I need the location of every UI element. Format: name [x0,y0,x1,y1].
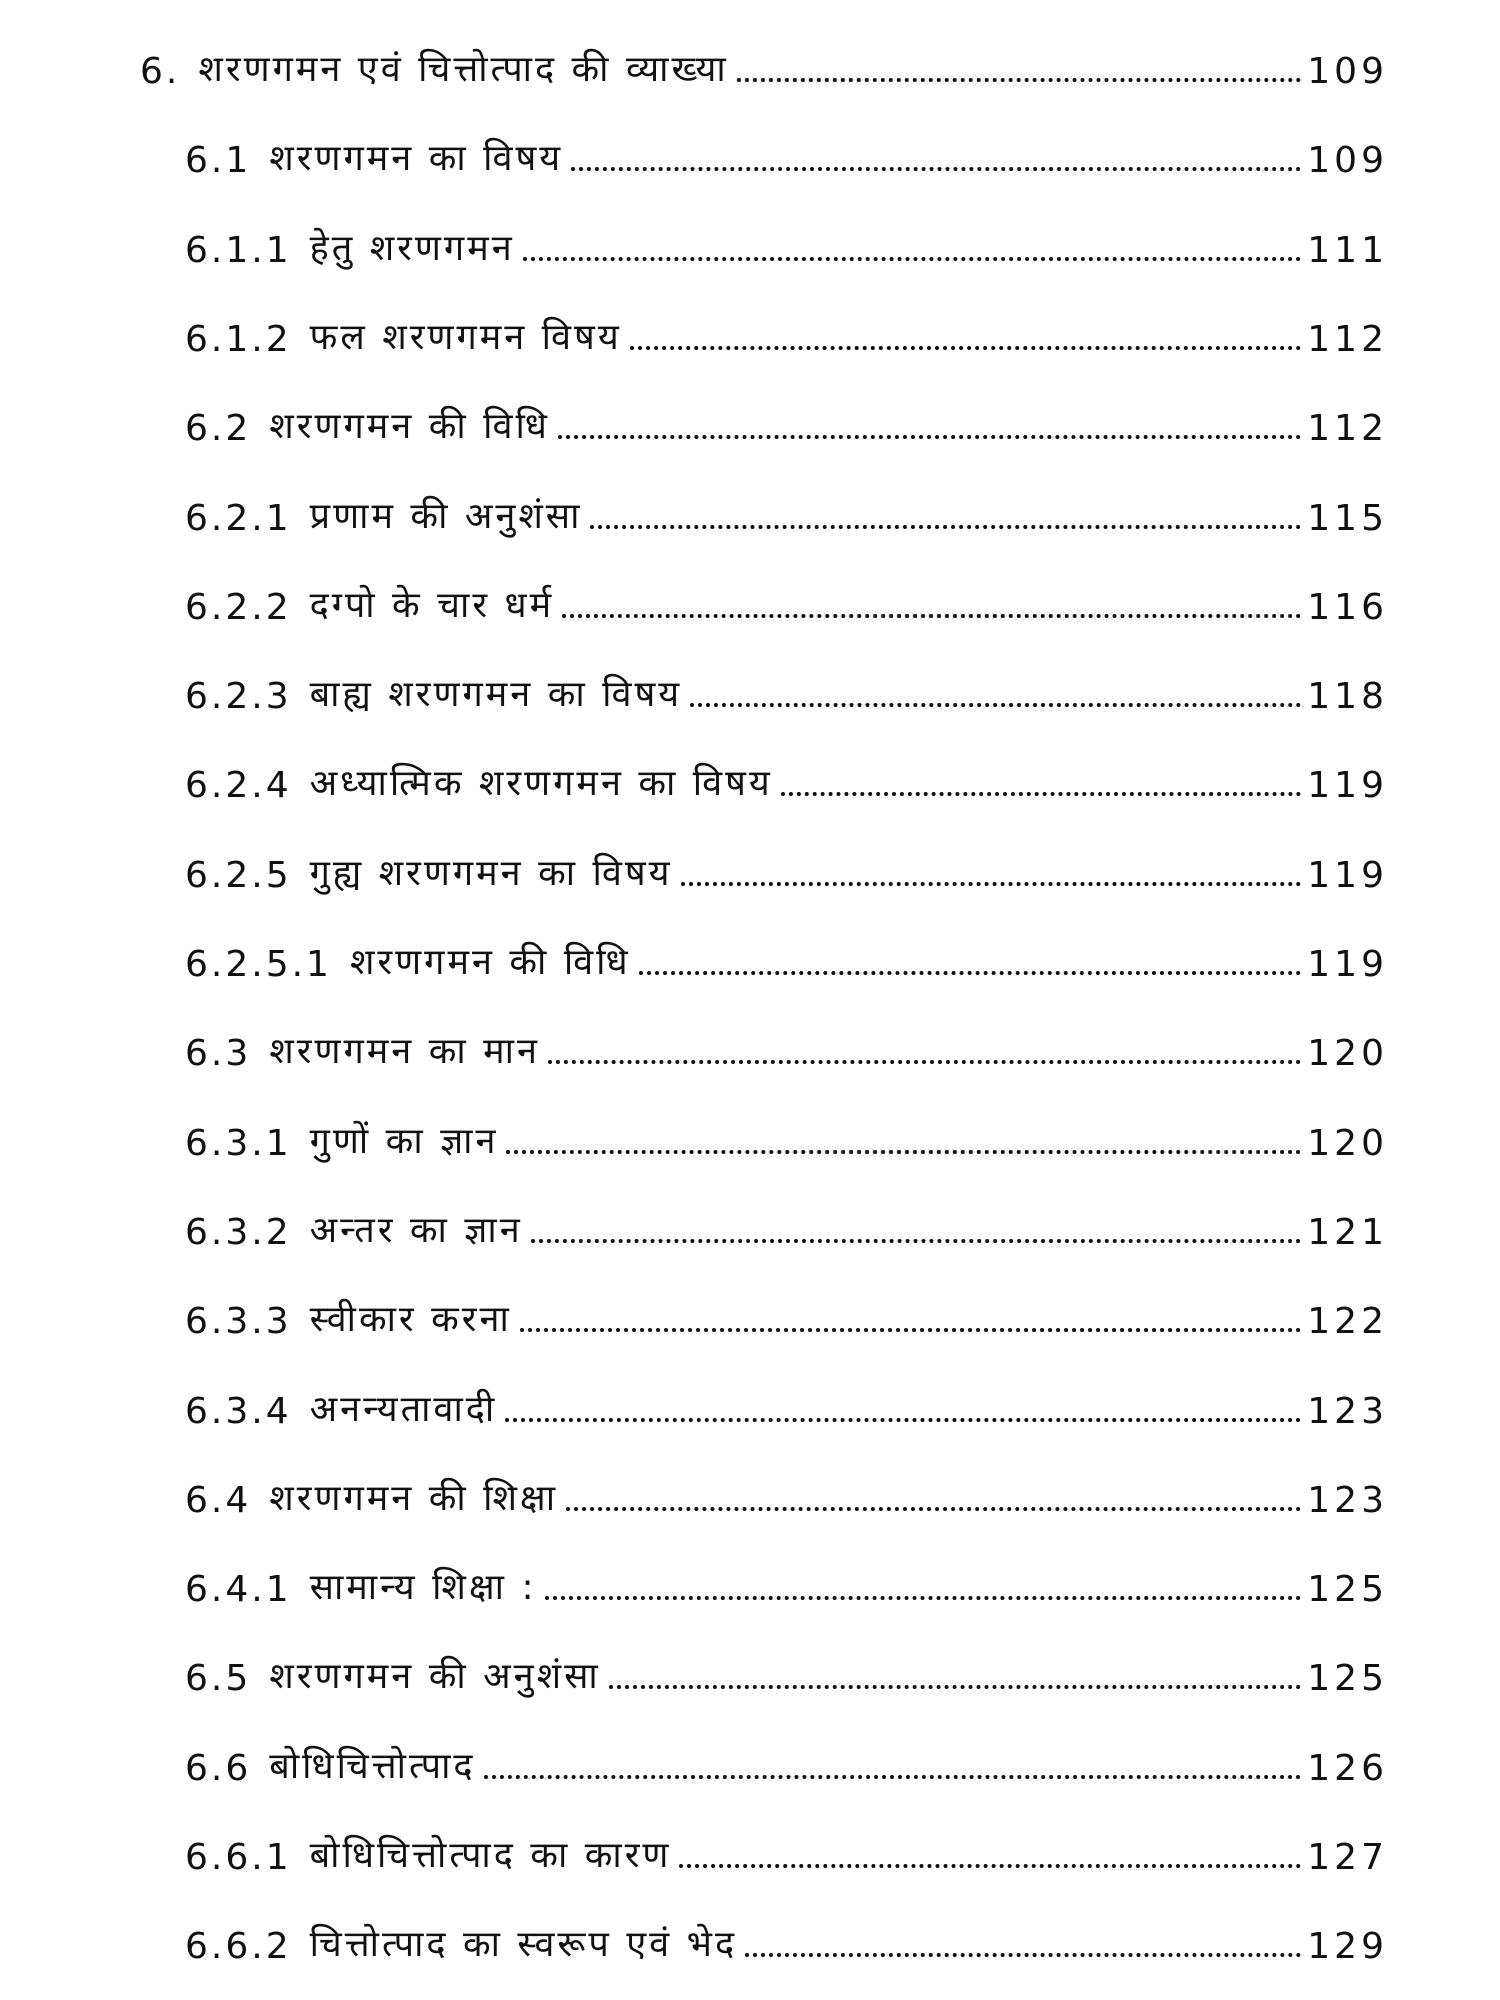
dot-leader [781,792,1301,796]
dot-leader [737,78,1302,82]
toc-entry-number: 6.3 [185,1033,252,1075]
dot-leader [484,1775,1302,1779]
toc-entry-number: 6.2.1 [185,497,292,539]
dot-leader [571,167,1301,171]
toc-entry-page-number: 129 [1307,1926,1388,1968]
toc-entry-title: बोधिचित्तोत्पाद का कारण [309,1835,672,1876]
toc-entry-page-number: 120 [1307,1122,1388,1164]
toc-entry-page-number: 122 [1307,1301,1388,1343]
toc-entry-page-number: 119 [1307,765,1388,807]
toc-entry-page-number: 125 [1307,1569,1388,1611]
toc-entry [185,1461,1388,1521]
toc-entry [185,389,1388,449]
toc-entry [185,925,1388,985]
toc-entry [185,657,1388,717]
toc-entry [185,300,1388,360]
toc-entry [185,211,1388,271]
toc-entry-page-number: 119 [1307,854,1388,896]
toc-entry-title: अन्तर का ज्ञान [309,1209,523,1251]
dot-leader [505,1418,1301,1422]
toc-entry [185,1818,1388,1878]
toc-entry-number: 6.3.4 [185,1390,292,1432]
dot-leader [690,703,1301,707]
toc-entry-page-number: 119 [1307,944,1388,985]
dot-leader [545,1596,1302,1600]
toc-entry-title: शरणगमन का मान [269,1031,540,1073]
toc-entry-number: 6.1 [185,140,252,182]
toc-entry-title: स्वीकार करना [309,1299,512,1341]
dot-leader [681,882,1302,886]
toc-entry-page-number: 118 [1307,676,1388,718]
dot-leader [562,614,1301,618]
toc-entry-number: 6.1.1 [185,229,292,271]
dot-leader [630,346,1302,350]
toc-entry-number: 6.2.5 [185,854,292,896]
dot-leader [523,257,1302,261]
toc-entry [140,32,1388,92]
toc-entry-page-number: 112 [1307,318,1388,360]
toc-entry-title: बोधिचित्तोत्पाद [269,1745,476,1787]
toc-entry-page-number: 116 [1307,586,1388,628]
dot-leader [590,525,1301,529]
toc-entry-number: 6.2.3 [185,676,292,718]
toc-entry-title: शरणगमन की शिक्षा [269,1477,559,1519]
toc-entry [185,1907,1388,1967]
toc-entry-title: शरणगमन का विषय [269,138,564,180]
toc-entry [185,1014,1388,1074]
toc-entry [185,1282,1388,1342]
toc-entry [185,1729,1388,1789]
toc-entry [185,121,1388,181]
toc-entry [185,1639,1388,1699]
toc-entry [185,1104,1388,1164]
dot-leader [520,1328,1302,1332]
toc-entry-title: सामान्य शिक्षा : [309,1567,537,1609]
toc-entry-page-number: 111 [1307,229,1388,271]
toc-entry-page-number: 120 [1307,1033,1388,1075]
toc-entry-title: शरणगमन एवं चित्तोत्पाद की व्याख्या [198,49,729,90]
toc-entry-title: अनन्यतावादी [309,1388,498,1430]
toc-entry-page-number: 112 [1307,408,1388,450]
toc-entry-page-number: 123 [1307,1479,1388,1521]
toc-entry-title: चित्तोत्पाद का स्वरूप एवं भेद [309,1924,738,1966]
toc-entry-page-number: 109 [1307,51,1388,92]
toc-entry-title: शरणगमन की अनुशंसा [269,1656,601,1698]
toc-entry-title: दग्पो के चार धर्म [309,584,555,626]
dot-leader [548,1060,1301,1064]
toc-entry-page-number: 127 [1307,1837,1388,1878]
toc-entry-title: शरणगमन की विधि [349,942,631,983]
toc-entry-number: 6.5 [185,1658,252,1700]
toc-entry-number: 6.3.1 [185,1122,292,1164]
toc-entry [185,1193,1388,1253]
toc-entry [185,1372,1388,1432]
toc-entry-number: 6.6 [185,1747,252,1789]
dot-leader [745,1953,1301,1957]
toc-entry-number: 6.2.2 [185,586,292,628]
toc-entry-number: 6.4.1 [185,1569,292,1611]
dot-leader [506,1150,1301,1154]
toc-entry-number: 6.6.2 [185,1926,292,1968]
dot-leader [558,435,1301,439]
toc-entry-number: 6. [140,51,181,92]
toc-entry-number: 6.2 [185,408,252,450]
toc-entry [185,479,1388,539]
toc-entry-title: गुणों का ज्ञान [309,1120,499,1162]
toc-entry-title: हेतु शरणगमन [309,227,515,269]
toc-entry-title: अध्यात्मिक शरणगमन का विषय [309,763,773,805]
dot-leader [679,1864,1301,1868]
toc-entry-page-number: 121 [1307,1211,1388,1253]
toc-entry-number: 6.4 [185,1479,252,1521]
toc-entry-number: 6.6.1 [185,1837,292,1878]
toc-entry-title: बाह्य शरणगमन का विषय [309,674,683,716]
toc-entry-number: 6.1.2 [185,318,292,360]
toc-entry-page-number: 125 [1307,1658,1388,1700]
toc-entry-page-number: 109 [1307,140,1388,182]
dot-leader [639,971,1302,975]
toc-entry-title: गुह्य शरणगमन का विषय [309,852,673,894]
toc-entry-page-number: 123 [1307,1390,1388,1432]
toc-entry-title: फल शरणगमन विषय [309,316,622,358]
toc-entry [185,568,1388,628]
dot-leader [566,1507,1301,1511]
toc-entry-title: प्रणाम की अनुशंसा [309,495,583,537]
dot-leader [609,1685,1302,1689]
toc-entry-page-number: 126 [1307,1747,1388,1789]
dot-leader [531,1239,1302,1243]
toc-entry-title: शरणगमन की विधि [269,406,550,448]
toc-entry-number: 6.3.2 [185,1211,292,1253]
toc-entry [185,836,1388,896]
toc-entry-number: 6.2.5.1 [185,944,332,985]
toc-entry-page-number: 115 [1307,497,1388,539]
toc-entry [185,1550,1388,1610]
toc-entry-number: 6.2.4 [185,765,292,807]
toc-entry [185,746,1388,806]
toc-entry-number: 6.3.3 [185,1301,292,1343]
